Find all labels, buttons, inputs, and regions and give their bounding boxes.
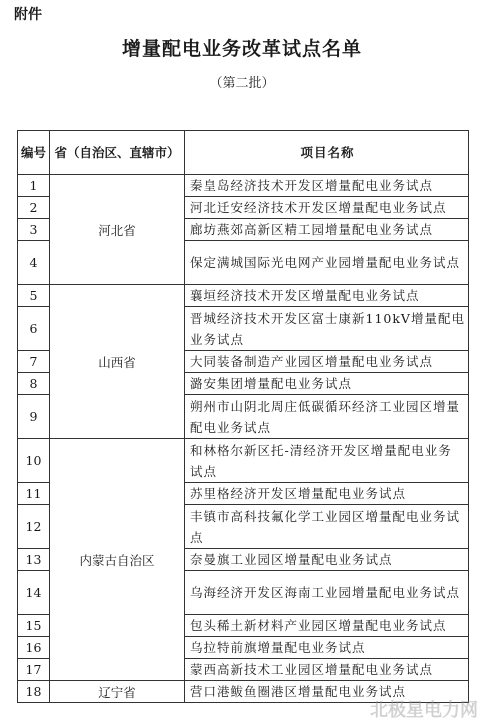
- pilot-list-table: [17, 130, 469, 703]
- site-watermark: 北极星电力网: [370, 700, 478, 721]
- row-num: 11: [18, 483, 50, 505]
- row-num: 14: [18, 571, 50, 615]
- row-name: 廊坊燕郊高新区精工园增量配电业务试点: [185, 219, 469, 241]
- row-num: 2: [18, 197, 50, 219]
- row-num: 7: [18, 351, 50, 373]
- province-cell-hebei: 河北省: [50, 175, 185, 285]
- row-num: 3: [18, 219, 50, 241]
- row-name: 晋城经济技术开发区富士康新110kV增量配电业务试点: [185, 307, 469, 351]
- row-num: 8: [18, 373, 50, 395]
- row-name: 丰镇市高科技氟化学工业园区增量配电业务试点: [185, 505, 469, 549]
- table-row: [18, 175, 469, 197]
- row-num: 13: [18, 549, 50, 571]
- row-name: 蒙西高新技术工业园区增量配电业务试点: [185, 659, 469, 681]
- row-num: 9: [18, 395, 50, 439]
- table-row: [18, 439, 469, 483]
- province-cell-neimenggu: 内蒙古自治区: [50, 439, 185, 681]
- row-name: 河北迁安经济技术开发区增量配电业务试点: [185, 197, 469, 219]
- row-name: 营口港鲅鱼圈港区增量配电业务试点: [185, 681, 469, 703]
- row-name: 和林格尔新区托-清经济开发区增量配电业务试点: [185, 439, 469, 483]
- row-name: 奈曼旗工业园区增量配电业务试点: [185, 549, 469, 571]
- table-header-row: [18, 131, 469, 175]
- document-subtitle: （第二批）: [209, 76, 275, 91]
- row-name: 保定满城国际光电网产业园增量配电业务试点: [185, 241, 469, 285]
- attachment-label: 附件: [14, 7, 42, 23]
- row-name: 乌拉特前旗增量配电业务试点: [185, 637, 469, 659]
- row-name: 朔州市山阴北周庄低碳循环经济工业园区增量配电业务试点: [185, 395, 469, 439]
- province-cell-shanxi: 山西省: [50, 285, 185, 439]
- row-name: 襄垣经济技术开发区增量配电业务试点: [185, 285, 469, 307]
- row-num: 15: [18, 615, 50, 637]
- row-num: 6: [18, 307, 50, 351]
- header-name: 项目名称: [185, 131, 469, 175]
- row-num: 4: [18, 241, 50, 285]
- row-num: 1: [18, 175, 50, 197]
- province-cell-liaoning: 辽宁省: [50, 681, 185, 703]
- row-name: 苏里格经济开发区增量配电业务试点: [185, 483, 469, 505]
- row-num: 10: [18, 439, 50, 483]
- row-num: 17: [18, 659, 50, 681]
- row-num: 18: [18, 681, 50, 703]
- document-title: 增量配电业务改革试点名单: [121, 38, 362, 60]
- row-name: 潞安集团增量配电业务试点: [185, 373, 469, 395]
- row-name: 秦皇岛经济技术开发区增量配电业务试点: [185, 175, 469, 197]
- row-name: 包头稀土新材料产业园区增量配电业务试点: [185, 615, 469, 637]
- header-province: 省（自治区、直辖市）: [50, 131, 185, 175]
- row-num: 16: [18, 637, 50, 659]
- header-num: 编号: [18, 131, 50, 175]
- row-name: 大同装备制造产业园区增量配电业务试点: [185, 351, 469, 373]
- row-num: 5: [18, 285, 50, 307]
- table-row: [18, 285, 469, 307]
- row-name: 乌海经济开发区海南工业园增量配电业务试点: [185, 571, 469, 615]
- row-num: 12: [18, 505, 50, 549]
